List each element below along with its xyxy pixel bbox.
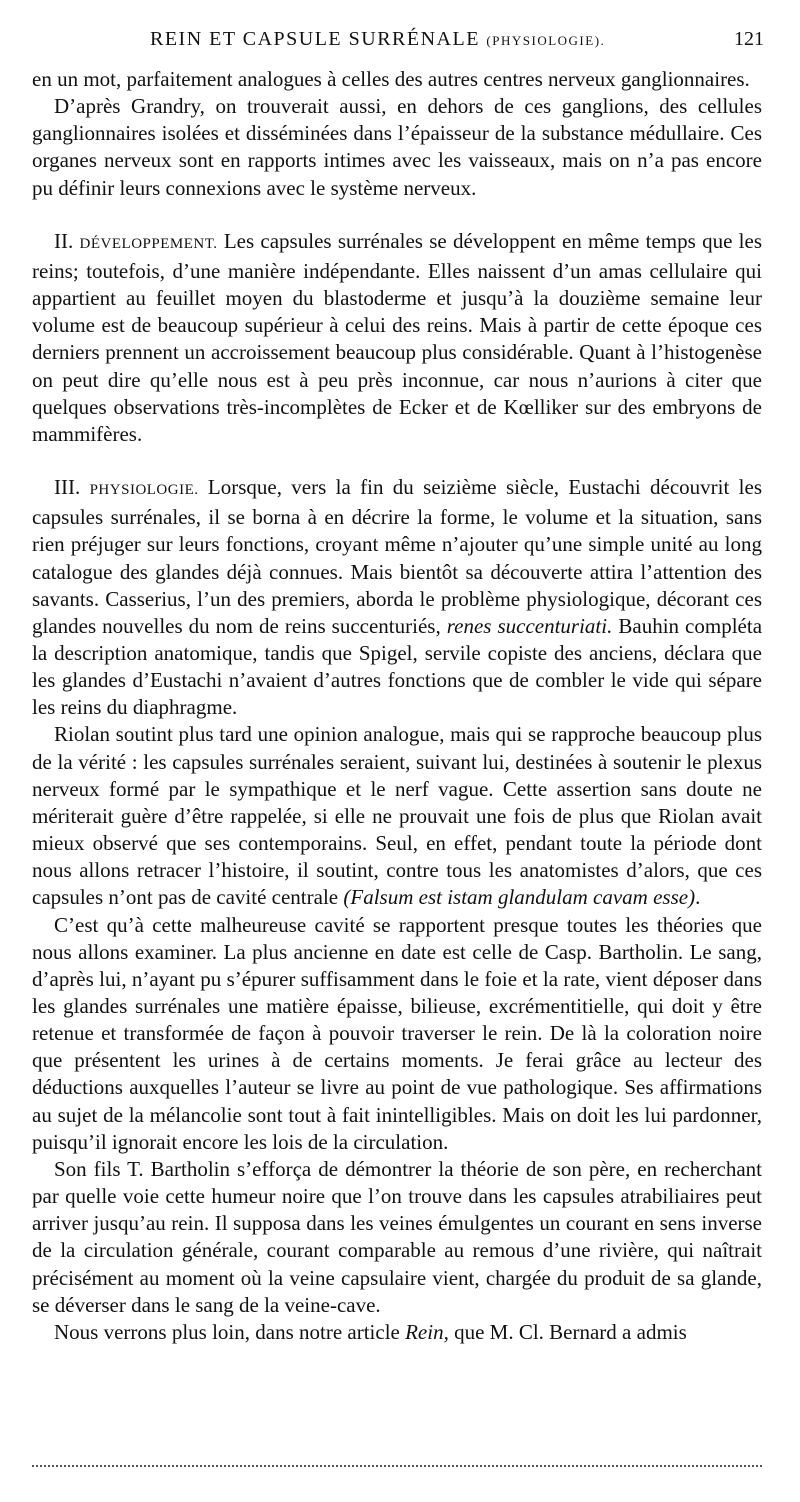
paragraph-end: . [695, 885, 701, 910]
page-number: 121 [734, 28, 764, 50]
section-text-continued: Bauhin compléta la description anatomique, tandis que Spigel, servile copiste des anciens, déclara que les glandes d’Eustachi n’avaient d’autres fonctions que de combler le vide qui sépare les reins du diaphragme. [32, 613, 763, 720]
latin-quote: (Falsum est istam glandulam cavam esse) [343, 885, 696, 910]
paragraph-grandry: D’après Grandry, on trouverait aussi, en dehors de ces ganglions, des cellules ganglionnaires isolées et disséminées dans l’épaisseur de la substance médullaire. Ces organes nerveux sont en rapports intimes avec les vaisseaux, mais on n’a pas encore pu définir leurs connexions avec le système nerveux. [32, 94, 762, 200]
paragraph-text-continued: que M. Cl. Bernard a admis [454, 1319, 687, 1344]
running-head [32, 28, 764, 58]
running-title-subtitle: (PHYSIOLOGIE). [486, 33, 606, 48]
section-text: Lorsque, vers la fin du seizième siècle, Eustachi découvrit les capsules surrénales, il se borna à en décrire la forme, le volume et la situation, sans rien préjuger sur leurs fonctions, croyant même n’ajouter qu’une simple unité au long catalogue des glandes déjà connues. Mais bientôt sa découverte attira l’attention des savants. Casserius, l’un des premiers, aborda le problème physiologique, décorant ces glandes nouvelles du nom de reins succenturiés, [32, 475, 763, 638]
latin-term: renes succenturiati. [446, 613, 613, 638]
paragraph-text: Nous verrons plus loin, dans notre article [54, 1319, 400, 1344]
paragraph-final [32, 1319, 762, 1346]
footer-dotted-rule [32, 1465, 762, 1467]
paragraph-casp-bartholin: C’est qu’à cette malheureuse cavité se rapportent presque toutes les théories que nous allons examiner. La plus ancienne en date est celle de Casp. Bartholin. Le sang, d’après lui, n’ayant pu s’épurer suffisamment dans le foie et la rate, vient déposer dans les glandes surrénales une matière épaisse, bilieuse, excrémentitielle, qui doit y être retenue et transformée de façon à pouvoir traverser le rein. De là la coloration noire que présentent les urines à de certains moments. Je ferai grâce au lecteur des déductions auxquelles l’auteur se livre au point de vue pathologique. Ses affirmations au sujet de la mélancolie sont tout à fait inintelligibles. Mais on doit les lui pardonner, puisqu’il ignorait encore les lois de la circulation. [32, 912, 762, 1154]
article-reference: Rein, [405, 1319, 449, 1344]
section-heading: DÉVELOPPEMENT. [79, 235, 218, 252]
paragraph-continuation: en un mot, parfaitement analogues à celles des autres centres nerveux ganglionnaires. [32, 67, 750, 91]
paragraph-riolan [32, 721, 762, 911]
section-developpement [32, 228, 762, 448]
section-number: II. [54, 228, 74, 253]
running-title-main: REIN ET CAPSULE SURRÉNALE [150, 28, 480, 50]
section-heading: PHYSIOLOGIE. [89, 482, 199, 499]
running-title [150, 28, 605, 51]
paragraph-text: Riolan soutint plus tard une opinion analogue, mais qui se rapproche beaucoup plus de la vérité : les capsules surrénales seraient, suivant lui, destinées à soutenir le plexus nerveux formé par le sympathique et le nerf vague. Cette assertion sans doute ne mériterait guère d’être rappelée, si elle ne prouvait une fois de plus que Riolan avait mieux observé que ses contemporains. Seul, en effet, pendant toute la période dont nous allons retracer l’histoire, il soutint, contre tous les anatomistes d’alors, que ces capsules n’ont pas de cavité centrale [32, 722, 762, 910]
body-text [32, 66, 762, 1346]
section-physiologie [32, 474, 762, 721]
section-number: III. [54, 475, 81, 500]
section-text: Les capsules surrénales se développent en même temps que les reins; toutefois, d’une manière indépendante. Elles naissent d’un amas cellulaire qui appartient au feuillet moyen du blastoderme et jusqu’à la douzième semaine leur volume est de beaucoup supérieur à celui des reins. Mais à partir de cette époque ces derniers prennent un accroissement beaucoup plus considérable. Quant à l’histogenèse on peut dire qu’elle nous est à peu près inconnue, car nous n’aurions à citer que quelques observations très-incomplètes de Ecker et de Kœlliker sur des embryons de mammifères. [32, 228, 763, 446]
paragraph-t-bartholin: Son fils T. Bartholin s’efforça de démontrer la théorie de son père, en recherchant par quelle voie cette humeur noire que l’on trouve dans les capsules atrabiliaires peut arriver jusqu’au rein. Il supposa dans les veines émulgentes un courant en sens inverse de la circulation générale, courant comparable au remous d’une rivière, qui naîtrait précisément au moment où la veine capsulaire vient, chargée du produit de sa glande, se déverser dans le sang de la veine-cave. [32, 1156, 762, 1317]
